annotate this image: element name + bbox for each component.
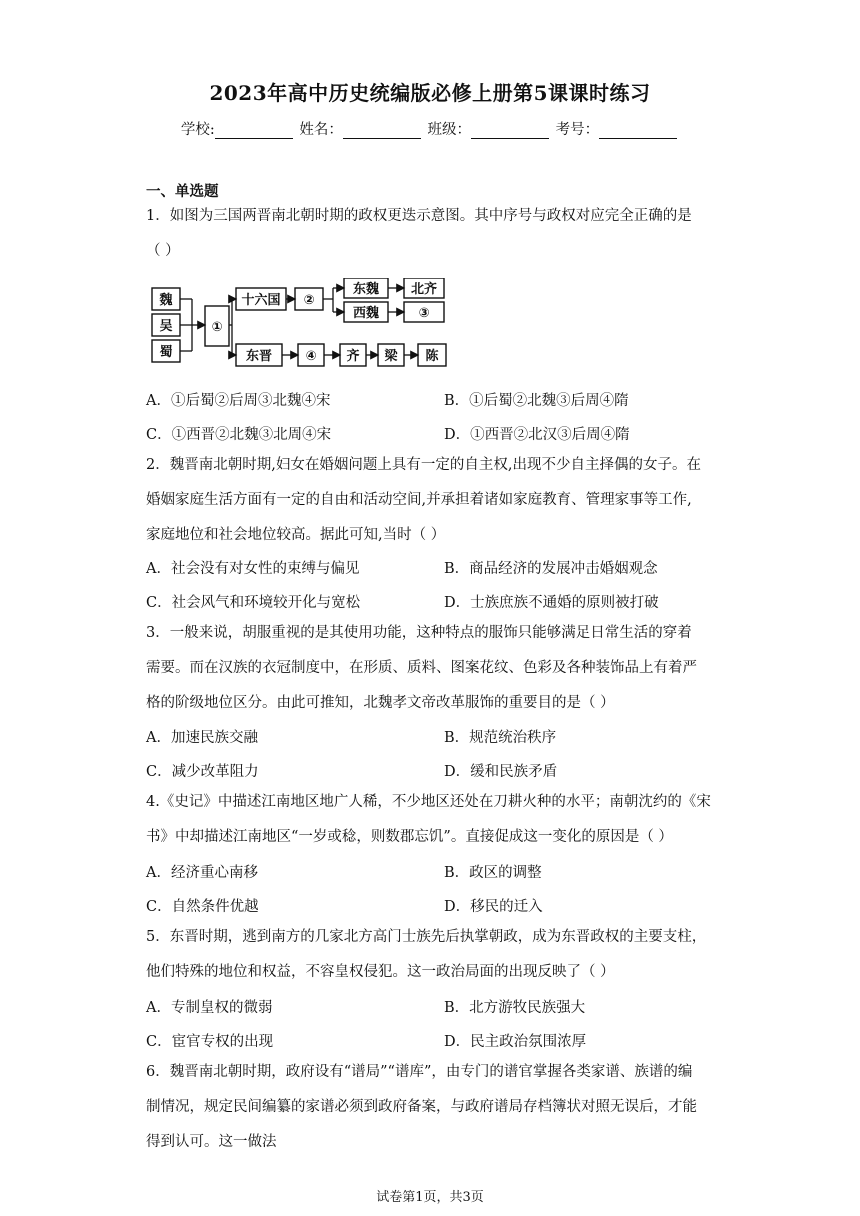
question-line: 制情况，规定民间编纂的家谱必须到政府备案，与政府谱局存档簿状对照无误后，才能 — [146, 1099, 697, 1115]
name-label: 姓名： — [299, 122, 343, 138]
page-footer: 试卷第1页，共3页 — [376, 1190, 484, 1205]
node-1: ① — [211, 320, 223, 335]
option-c: C．宦官专权的出现 — [146, 1034, 274, 1050]
option-a: A．专制皇权的微弱 — [146, 1000, 273, 1016]
option-b: B．规范统治秩序 — [444, 730, 557, 746]
node-northern-qi: 北齐 — [410, 282, 438, 297]
question-line: 5．东晋时期，逃到南方的几家北方高门士族先后执掌朝政，成为东晋政权的主要支柱， — [146, 929, 707, 945]
question-4 — [146, 785, 722, 855]
option-b: B．商品经济的发展冲击婚姻观念 — [444, 561, 658, 577]
node-wu: 吴 — [159, 319, 173, 334]
question-line: 得到认可。这一做法 — [146, 1134, 277, 1150]
option-d: D．①西晋②北汉③后周④隋 — [444, 427, 630, 443]
option-a: A．社会没有对女性的束缚与偏见 — [146, 561, 360, 577]
node-liang: 梁 — [384, 349, 398, 364]
question-line: 2．魏晋南北朝时期,妇女在婚姻问题上具有一定的自主权,出现不少自主择偶的女子。在 — [146, 457, 701, 473]
exam-number-label: 考号： — [555, 122, 600, 138]
option-c: C．①西晋②北魏③北周④宋 — [146, 427, 332, 443]
node-2: ② — [303, 293, 315, 308]
node-4: ④ — [305, 349, 317, 364]
node-western-wei: 西魏 — [352, 306, 380, 321]
option-d: D．士族庶族不通婚的原则被打破 — [444, 595, 659, 611]
node-sixteen-kingdoms: 十六国 — [241, 293, 281, 308]
question-2 — [146, 448, 722, 553]
node-qi: 齐 — [346, 349, 360, 364]
option-d: D．缓和民族矛盾 — [444, 764, 558, 780]
option-a: A．加速民族交融 — [146, 730, 258, 746]
question-line: 1．如图为三国两晋南北朝时期的政权更迭示意图。其中序号与政权对应完全正确的是 — [146, 208, 692, 224]
question-line: 6．魏晋南北朝时期，政府设有“谱局”“谱库”，由专门的谱官掌握各类家谱、族谱的编 — [146, 1064, 693, 1080]
option-d: D．民主政治氛围浓厚 — [444, 1034, 587, 1050]
question-line: 4.《史记》中描述江南地区地广人稀，不少地区还处在刀耕火种的水平；南朝沈约的《宋 — [146, 794, 711, 810]
question-6 — [146, 1055, 722, 1160]
question-line: （ ） — [146, 243, 180, 259]
class-label: 班级： — [427, 122, 471, 138]
regime-succession-diagram — [150, 278, 450, 374]
page-title: 2023年高中历史统编版必修上册第5课课时练习 — [209, 81, 651, 105]
option-b: B．北方游牧民族强大 — [444, 1000, 586, 1016]
option-b: B．①后蜀②北魏③后周④隋 — [444, 393, 629, 409]
question-line: 需要。而在汉族的衣冠制度中，在形质、质料、图案花纹、色彩及各种装饰品上有着严 — [146, 660, 697, 676]
node-eastern-jin: 东晋 — [245, 349, 273, 364]
question-1 — [146, 199, 722, 269]
question-line: 格的阶级地位区分。由此可推知，北魏孝文帝改革服饰的重要目的是（ ） — [146, 695, 615, 711]
school-label: 学校: — [180, 122, 215, 138]
class-blank — [471, 123, 549, 139]
option-c: C．自然条件优越 — [146, 899, 259, 915]
node-shu: 蜀 — [159, 345, 173, 360]
option-a: A．经济重心南移 — [146, 865, 258, 881]
question-line: 3．一般来说，胡服重视的是其使用功能，这种特点的服饰只能够满足日常生活的穿着 — [146, 625, 692, 641]
question-line: 书》中却描述江南地区“一岁或稔，则数郡忘饥”。直接促成这一变化的原因是（ ） — [146, 829, 673, 845]
option-c: C．社会风气和环境较开化与宽松 — [146, 595, 361, 611]
student-info-line — [0, 118, 860, 139]
school-blank — [215, 123, 293, 139]
question-3 — [146, 616, 722, 721]
section-heading: 一、单选题 — [146, 183, 219, 200]
option-b: B．政区的调整 — [444, 865, 542, 881]
option-a: A．①后蜀②后周③北魏④宋 — [146, 393, 331, 409]
name-blank — [343, 123, 421, 139]
question-line: 婚姻家庭生活方面有一定的自由和活动空间,并承担着诸如家庭教育、管理家事等工作, — [146, 492, 692, 508]
option-d: D．移民的迁入 — [444, 899, 543, 915]
exam-number-blank — [599, 123, 677, 139]
question-line: 他们特殊的地位和权益，不容皇权侵犯。这一政治局面的出现反映了（ ） — [146, 964, 615, 980]
node-eastern-wei: 东魏 — [352, 282, 380, 297]
node-chen: 陈 — [425, 349, 439, 364]
node-wei: 魏 — [159, 293, 173, 308]
question-5 — [146, 920, 722, 990]
option-c: C．减少改革阻力 — [146, 764, 259, 780]
question-line: 家庭地位和社会地位较高。据此可知,当时（ ） — [146, 527, 446, 543]
node-3: ③ — [418, 306, 430, 321]
